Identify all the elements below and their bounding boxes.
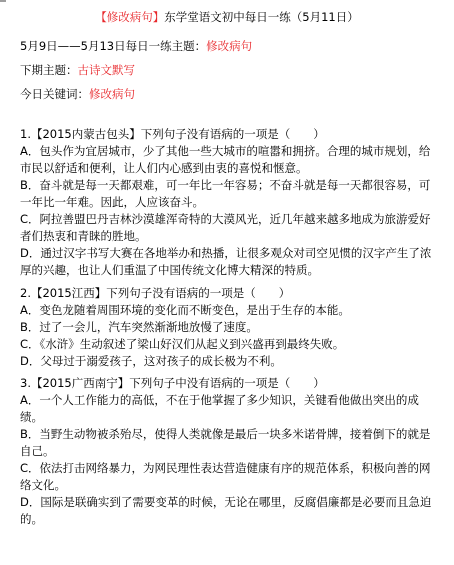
option-a: A．一个人工作能力的高低，不在于他掌握了多少知识，关键看他做出突出的成绩。 [20,393,419,424]
option-c: C．阿拉善盟巴丹吉林沙漠雄浑奇特的大漠风光，近几年越来越多地成为旅游爱好者们热衷和青睐的胜地。 [20,212,431,243]
keyword-line [20,86,135,102]
theme-range-topic: 修改病句 [206,39,253,53]
option-c: C．依法打击网络暴力，为网民理性表达营造健康有序的规范体系，积极向善的网络文化。 [20,461,431,492]
option-b: B．当野生动物被杀殆尽，使得人类就像是最后一块多米诺骨牌，接着倒下的就是自己。 [20,427,431,458]
page-title [0,9,454,25]
question-stem: 3.【2015广西南宁】下列句子中没有语病的一项是（ ） [20,376,325,390]
next-theme-topic: 古诗文默写 [77,63,135,77]
title-text: 东学堂语文初中每日一练（5月11日） [164,10,359,24]
theme-range-label: 5月9日——5月13日每日一练主题： [20,39,207,53]
theme-range-line [20,38,252,54]
keyword-value: 修改病句 [89,87,135,101]
option-d: D．父母过于溺爱孩子，这对孩子的成长极为不利。 [20,354,282,368]
question-3 [20,375,438,528]
option-d: D．通过汉字书写大赛在各地举办和热播，让很多观众对司空见惯的汉字产生了浓厚的兴趣，也让人们重温了中国传统文化博大精深的特质。 [20,246,432,277]
page-corner-mark [0,0,6,2]
question-stem: 1.【2015内蒙古包头】下列句子没有语病的一项是（ ） [20,127,325,141]
title-tag: 【修改病句】 [95,10,165,24]
option-a: A．包头作为宜居城市，少了其他一些大城市的喧嚣和拥挤。合理的城市规划，给市民以舒适和便利，让人们内心感到由衷的喜悦和惬意。 [20,144,431,175]
option-d: D．国际是联确实到了需要变革的时候，无论在哪里，反腐倡廉都是必要而且急迫的。 [20,495,432,526]
question-1 [20,126,438,279]
question-stem: 2.【2015江西】下列句子没有语病的一项是（ ） [20,286,291,300]
option-b: B．过了一会儿，汽车突然渐渐地放慢了速度。 [20,320,258,334]
next-theme-line [20,62,135,78]
keyword-label: 今日关键词： [20,87,89,101]
option-b: B．奋斗就是每一天都艰难，可一年比一年容易；不奋斗就是每一天都很容易，可一年比一年难。因此，人应该奋斗。 [20,178,431,209]
next-theme-label: 下期主题： [20,63,78,77]
option-c: C．《水浒》生动叙述了梁山好汉们从起义到兴盛再到最终失败。 [20,337,345,351]
option-a: A．变色龙随着周围环境的变化而不断变色，是出于生存的本能。 [20,303,350,317]
question-2 [20,285,438,370]
